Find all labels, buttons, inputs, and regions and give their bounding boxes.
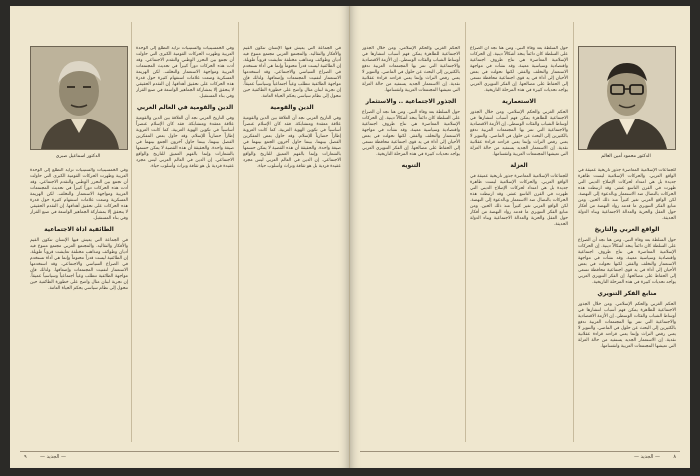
right-column-3 xyxy=(578,168,676,438)
left-column-1 xyxy=(30,168,128,438)
column-rule xyxy=(573,22,574,442)
column-rule xyxy=(131,22,132,442)
left-col3-body-a: في الجماعة التي يعيش فيها الإنسان تتكون القيم والأفكار والتقاليد. والمجتمع العربي مجتمع متنوع فيه أديان وطوائف ومذاهب مختلفة تعايشت قروناً طويلة. إن الطائفية ليست قدراً محتوماً وإنما هي أداة تستخدم في الصراع السياسي والاجتماعي. وقد استخدمها الاستعمار لتفتيت المجتمعات وإضعافها. ولذلك فإن مواجهة الطائفية تتطلب وعياً اجتماعياً وسياسياً عميقاً. إن تجربة لبنان مثال واضح على خطورة الطائفية حين تتحول إلى نظام سياسي يحكم الحياة العامة. xyxy=(243,46,341,99)
man-with-glasses-portrait-icon xyxy=(579,47,675,149)
footer-magazine-right: — الجديد — xyxy=(634,454,660,460)
left-heading-1: الدين والقومية في العالم العربي xyxy=(136,104,234,111)
left-col1-body: وفي الخمسينيات والستينيات تزايد التطلع إلى الوحدة العربية وظهرت الحركات القومية الكبرى التي حاولت أن تجمع بين التحرر الوطني والتقدم الاجتماعي. وقد أدت هذه الحركات دوراً كبيراً في تحديث المجتمعات العربية ومواجهة الاستعمار والتخلف. لكن الهزيمة العسكرية وضعت علامات استفهام كثيرة حول قدرة هذه الحركات على تحقيق أهدافها. إن التقدم الحقيقي لا يتحقق إلا بمشاركة الجماهير الواسعة في صنع القرار وفي بناء المستقبل. xyxy=(30,168,128,221)
right-col1-body-b: حول السلطة بعد وفاة النبي. ومن هنا نجد أن الصراع على السلطة كان دائماً يتخذ أشكالاً دينية. إن الحركات الإسلامية المعاصرة هي نتاج ظروف اجتماعية واقتصادية وسياسية معينة. وقد نشأت في مواجهة الاستعمار والتخلف والفقر. لكنها تحولت في بعض الأحيان إلى أداة في يد قوى اجتماعية محافظة تسعى إلى الحفاظ على مصالحها. إن الفكر التنويري العربي يواجه تحديات كبيرة في هذه المرحلة التاريخية. xyxy=(362,110,460,157)
right-col2-body-a: حول السلطة بعد وفاة النبي. ومن هنا نجد أن الصراع على السلطة كان دائماً يتخذ أشكالاً دينية. إن الحركات الإسلامية المعاصرة هي نتاج ظروف اجتماعية واقتصادية وسياسية معينة. وقد نشأت في مواجهة الاستعمار والتخلف والفقر. لكنها تحولت في بعض الأحيان إلى أداة في يد قوى اجتماعية محافظة تسعى إلى الحفاظ على مصالحها. إن الفكر التنويري العربي يواجه تحديات كبيرة في هذه المرحلة التاريخية. xyxy=(470,46,568,93)
right-col1-body-a: الحكم الغربي والحكم الإسلامي. ومن خلال الجذور الاجتماعية للظاهرة يمكن فهم أسباب انتشارها في أوساط الشباب والفئات الوسطى. إن الأزمة الاقتصادية والاجتماعية التي تمر بها المجتمعات العربية تدفع بالكثيرين إلى البحث عن حلول في الماضي. والتنوير لا يعني رفض التراث وإنما يعني قراءته قراءة عقلانية نقدية. إن الاستعمار الجديد يستفيد من حالة العزلة التي تعيشها المجتمعات العربية وانقسامها. xyxy=(362,46,460,93)
column-rule xyxy=(238,22,239,442)
column-rule xyxy=(465,22,466,442)
left-heading-2: الدين والقومية xyxy=(270,104,314,111)
right-col3-body-a: للجماعات الإسلامية المعاصرة جذور تاريخية عميقة في الواقع العربي. والحركات الإسلامية ليست ظاهرة جديدة بل هي امتداد لحركات الإصلاح الديني التي ظهرت في القرن التاسع عشر. وقد ارتبطت هذه الحركات بالنضال ضد الاستعمار وبالدعوة إلى النهضة. لكن الواقع العربي تغير كثيراً منذ ذلك الحين. ومن منابع الفكر التنويري ما قدمه رواد النهضة من أفكار حول العقل والحرية والعدالة الاجتماعية وبناء الدولة الحديثة. xyxy=(578,168,676,221)
right-col2-body-c: للجماعات الإسلامية المعاصرة جذور تاريخية عميقة في الواقع العربي. والحركات الإسلامية ليست ظاهرة جديدة بل هي امتداد لحركات الإصلاح الديني التي ظهرت في القرن التاسع عشر. وقد ارتبطت هذه الحركات بالنضال ضد الاستعمار وبالدعوة إلى النهضة. لكن الواقع العربي تغير كثيراً منذ ذلك الحين. ومن منابع الفكر التنويري ما قدمه رواد النهضة من أفكار حول العقل والحرية والعدالة الاجتماعية وبناء الدولة الحديثة. xyxy=(470,174,568,227)
right-heading-2: منابع الفكر التنويري xyxy=(597,290,657,297)
magazine-spread xyxy=(10,6,690,468)
right-column-2 xyxy=(470,46,568,442)
portrait-photo-left xyxy=(30,46,128,150)
right-column-1 xyxy=(362,46,460,442)
right-col3-body-b: حول السلطة بعد وفاة النبي. ومن هنا نجد أن الصراع على السلطة كان دائماً يتخذ أشكالاً دينية. إن الحركات الإسلامية المعاصرة هي نتاج ظروف اجتماعية واقتصادية وسياسية معينة. وقد نشأت في مواجهة الاستعمار والتخلف والفقر. لكنها تحولت في بعض الأحيان إلى أداة في يد قوى اجتماعية محافظة تسعى إلى الحفاظ على مصالحها. إن الفكر التنويري العربي يواجه تحديات كبيرة في هذه المرحلة التاريخية. xyxy=(578,238,676,285)
right-col3-body-c: الحكم الغربي والحكم الإسلامي. ومن خلال الجذور الاجتماعية للظاهرة يمكن فهم أسباب انتشارها في أوساط الشباب والفئات الوسطى. إن الأزمة الاقتصادية والاجتماعية التي تمر بها المجتمعات العربية تدفع بالكثيرين إلى البحث عن حلول في الماضي. والتنوير لا يعني رفض التراث وإنما يعني قراءته قراءة عقلانية نقدية. إن الاستعمار الجديد يستفيد من حالة العزلة التي تعيشها المجتمعات العربية وانقسامها. xyxy=(578,302,676,349)
right-heading-6: العزلة xyxy=(510,162,528,169)
left-heading-3: الطائفية اداة الاجتماعية xyxy=(44,226,114,233)
footer-rule xyxy=(20,451,339,452)
right-heading-4: التنويه xyxy=(401,162,421,169)
left-column-2 xyxy=(136,46,234,442)
footer-rule xyxy=(360,451,680,452)
left-col1-body-b: في الجماعة التي يعيش فيها الإنسان تتكون القيم والأفكار والتقاليد. والمجتمع العربي مجتمع متنوع فيه أديان وطوائف ومذاهب مختلفة تعايشت قروناً طويلة. إن الطائفية ليست قدراً محتوماً وإنما هي أداة تستخدم في الصراع السياسي والاجتماعي. وقد استخدمها الاستعمار لتفتيت المجتمعات وإضعافها. ولذلك فإن مواجهة الطائفية تتطلب وعياً اجتماعياً وسياسياً عميقاً. إن تجربة لبنان مثال واضح على خطورة الطائفية حين تتحول إلى نظام سياسي يحكم الحياة العامة. xyxy=(30,238,128,291)
footer-magazine-left: — الجديد — xyxy=(40,454,66,460)
portrait-caption-right: الدكتور محمود أمين العالم xyxy=(601,154,651,159)
portrait-caption-left: الدكتور اسماعيل صبري xyxy=(55,154,101,159)
portrait-photo-right xyxy=(578,46,676,150)
right-heading-3: الجذور الاجتماعية .. والاستثمار xyxy=(365,98,457,105)
right-page xyxy=(350,6,690,468)
left-page xyxy=(10,6,350,468)
footer-page-number-left: ٩ xyxy=(24,454,27,460)
footer-page-number-right: ٨ xyxy=(673,454,676,460)
right-heading-1: الواقع العربي والتاريخ xyxy=(594,226,660,233)
left-column-3 xyxy=(243,46,341,442)
right-col2-body-b: الحكم الغربي والحكم الإسلامي. ومن خلال الجذور الاجتماعية للظاهرة يمكن فهم أسباب انتشارها في أوساط الشباب والفئات الوسطى. إن الأزمة الاقتصادية والاجتماعية التي تمر بها المجتمعات العربية تدفع بالكثيرين إلى البحث عن حلول في الماضي. والتنوير لا يعني رفض التراث وإنما يعني قراءته قراءة عقلانية نقدية. إن الاستعمار الجديد يستفيد من حالة العزلة التي تعيشها المجتمعات العربية وانقسامها. xyxy=(470,110,568,157)
left-col2-body-b: وفي التاريخ العربي نجد أن العلاقة بين الدين والقومية علاقة معقدة ومتشابكة. فقد كان الإسلام عنصراً أساسياً في تكوين الهوية العربية، كما كانت العروبة إطاراً حضارياً للإسلام. وقد حاول بعض المفكرين الفصل بينهما، بينما حاول آخرون الجمع بينهما في صيغة واحدة. والحقيقة أن هذه القضية لا يمكن حسمها بالشعارات وإنما بالفهم العميق للتاريخ والواقع الاجتماعي. إن الدين في العالم العربي ليس مجرد عقيدة فردية بل هو ثقافة وتراث وأسلوب حياة. xyxy=(136,116,234,169)
left-col2-body-a: وفي الخمسينيات والستينيات تزايد التطلع إلى الوحدة العربية وظهرت الحركات القومية الكبرى التي حاولت أن تجمع بين التحرر الوطني والتقدم الاجتماعي. وقد أدت هذه الحركات دوراً كبيراً في تحديث المجتمعات العربية ومواجهة الاستعمار والتخلف. لكن الهزيمة العسكرية وضعت علامات استفهام كثيرة حول قدرة هذه الحركات على تحقيق أهدافها. إن التقدم الحقيقي لا يتحقق إلا بمشاركة الجماهير الواسعة في صنع القرار وفي بناء المستقبل. xyxy=(136,46,234,99)
right-heading-5: الاستعمارية xyxy=(502,98,536,105)
man-portrait-icon xyxy=(31,47,127,149)
left-col3-body-b: وفي التاريخ العربي نجد أن العلاقة بين الدين والقومية علاقة معقدة ومتشابكة. فقد كان الإسلام عنصراً أساسياً في تكوين الهوية العربية، كما كانت العروبة إطاراً حضارياً للإسلام. وقد حاول بعض المفكرين الفصل بينهما، بينما حاول آخرون الجمع بينهما في صيغة واحدة. والحقيقة أن هذه القضية لا يمكن حسمها بالشعارات وإنما بالفهم العميق للتاريخ والواقع الاجتماعي. إن الدين في العالم العربي ليس مجرد عقيدة فردية بل هو ثقافة وتراث وأسلوب حياة. xyxy=(243,116,341,169)
